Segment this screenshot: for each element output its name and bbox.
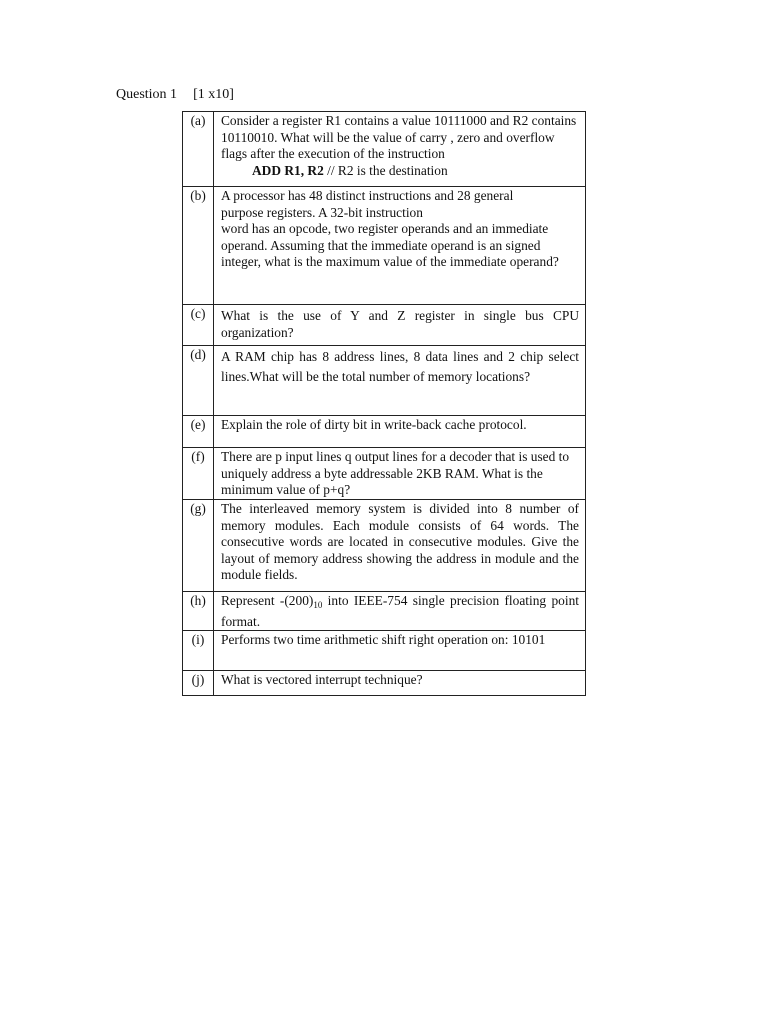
instruction-line xyxy=(221,163,579,180)
question-text-cell xyxy=(214,112,586,187)
question-text: There are p input lines q output lines for a decoder that is used to uniquely address a byte addressable 2KB RAM. What is the minimum value of p+q? xyxy=(214,448,586,500)
question-label: (b) xyxy=(183,187,214,305)
instruction-bold: ADD R1, R2 xyxy=(252,162,324,178)
question-label: (g) xyxy=(183,500,214,592)
question-label: (c) xyxy=(183,305,214,346)
question-row-g xyxy=(183,500,586,592)
questions-table xyxy=(182,111,586,696)
question-text: The interleaved memory system is divided into 8 number of memory modules. Each module consists of 64 words. The consecutive words are located in consecutive modules. Give the layout of memory address showing the address in module and the module fields. xyxy=(214,500,586,592)
question-row-i xyxy=(183,631,586,671)
represent-suffix: into IEEE-754 single precision floating point format. xyxy=(221,593,579,629)
question-marks: [1 x10] xyxy=(193,87,234,102)
question-row-b xyxy=(183,187,586,305)
represent-prefix: Represent -(200) xyxy=(221,593,314,608)
question-text: A RAM chip has 8 address lines, 8 data lines and 2 chip select lines.What will be the total number of memory locations? xyxy=(214,346,586,416)
question-text: What is vectored interrupt technique? xyxy=(214,671,586,696)
question-label: (e) xyxy=(183,416,214,448)
question-text: Explain the role of dirty bit in write-back cache protocol. xyxy=(214,416,586,448)
question-label: (a) xyxy=(183,112,214,187)
question-label: (d) xyxy=(183,346,214,416)
question-label: (h) xyxy=(183,592,214,631)
question-text-cell xyxy=(214,187,586,305)
question-row-d xyxy=(183,346,586,416)
question-label: (j) xyxy=(183,671,214,696)
question-title: Question 1 xyxy=(116,87,178,102)
question-text: Performs two time arithmetic shift right operation on: 10101 xyxy=(214,631,586,671)
question-text: What is the use of Y and Z register in single bus CPU organization? xyxy=(214,305,586,346)
question-row-e xyxy=(183,416,586,448)
question-row-f xyxy=(183,448,586,500)
question-label: (f) xyxy=(183,448,214,500)
question-text-line1: A processor has 48 distinct instructions and 28 general purpose registers. A 32-bit instruction xyxy=(221,188,514,220)
question-row-h xyxy=(183,592,586,631)
question-row-j xyxy=(183,671,586,696)
question-text-line2: word has an opcode, two register operands and an immediate operand. Assuming that the immediate operand is an signed integer, what is the maximum value of the immediate operand? xyxy=(221,221,559,270)
question-label: (i) xyxy=(183,631,214,671)
question-heading xyxy=(116,86,234,104)
question-text: Consider a register R1 contains a value 10111000 and R2 contains 10110010. What will be the value of carry , zero and overflow flags after the execution of the instruction xyxy=(221,113,577,162)
question-row-c xyxy=(183,305,586,346)
question-row-a xyxy=(183,112,586,187)
instruction-comment: // R2 is the destination xyxy=(323,162,448,178)
number-base-subscript: 10 xyxy=(313,600,323,610)
question-text-cell xyxy=(214,592,586,631)
